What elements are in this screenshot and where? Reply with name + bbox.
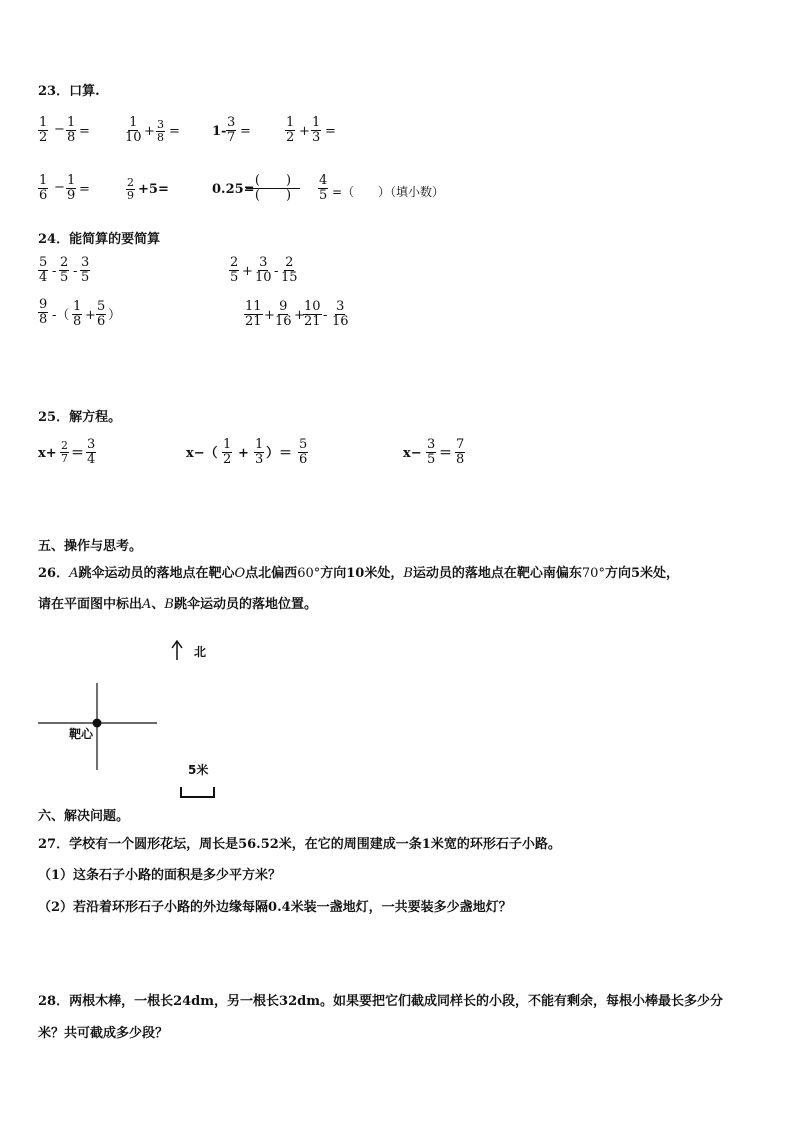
q25-e3-eq: ＝ bbox=[439, 446, 453, 461]
q25-e2-f3: $\frac{5}{6}$ bbox=[299, 437, 308, 467]
q24-e1-op1: - bbox=[52, 264, 57, 279]
q23-r2-e1-op: − bbox=[54, 180, 65, 195]
q25-e2-post: ）＝ bbox=[266, 446, 293, 461]
q25-e1-f1: $\frac{2}{7}$ bbox=[61, 439, 68, 465]
q24-e3-op3: ） bbox=[108, 308, 122, 323]
q25-e2-pre: x−（ bbox=[186, 446, 218, 461]
section-6-heading: 六、解决问题。 bbox=[38, 809, 130, 824]
q24-e4-f3: $\frac{10}{21}$ bbox=[304, 299, 321, 329]
q25-e3-f1: $\frac{3}{5}$ bbox=[427, 437, 436, 467]
q25-e3-pre: x− bbox=[403, 446, 422, 461]
q23-r1-e2-op: + bbox=[144, 124, 155, 139]
q25-e2-f1: $\frac{1}{2}$ bbox=[223, 437, 232, 467]
q23-r2-e4-eq: =（ ）（填小数） bbox=[332, 185, 445, 199]
q27-part2: （2）若沿着环形石子小路的外边缘每隔0.4米装一盏地灯，一共要装多少盏地灯？ bbox=[38, 900, 512, 915]
q28-line1: 28．两根木棒，一根长24dm，另一根长32dm。如果要把它们截成同样长的小段，不能有剩余，每根小棒最长多少分 bbox=[38, 994, 723, 1009]
q23-r2-e1-f1: $\frac{1}{6}$ bbox=[39, 173, 48, 203]
north-label: 北 bbox=[194, 645, 207, 659]
q23-r1-e2-f1: $\frac{1}{10}$ bbox=[125, 115, 142, 145]
q24-e4-f1: $\frac{11}{21}$ bbox=[245, 299, 262, 329]
q23-r1-e1-op: − bbox=[54, 122, 65, 137]
q23-r2-e2-f1: $\frac{2}{9}$ bbox=[127, 176, 134, 202]
q25-e1-eq: ＝ bbox=[71, 446, 85, 461]
q24-e2-f1: $\frac{2}{5}$ bbox=[230, 255, 239, 285]
q25-e2-op: + bbox=[238, 446, 249, 461]
q26-line1: 26．A跳伞运动员的落地点在靶心O点北偏西60°方向10米处，B运动员的落地点在靶心南偏东70°方向5米处， bbox=[38, 566, 679, 581]
q25-e3-f2: $\frac{7}{8}$ bbox=[456, 437, 465, 467]
q27-part1: （1）这条石子小路的面积是多少平方米？ bbox=[38, 868, 282, 883]
q24-e3-f1: $\frac{9}{8}$ bbox=[39, 297, 48, 327]
q24-e3-op1: -（ bbox=[52, 308, 70, 323]
q25-e1-pre: x+ bbox=[38, 446, 57, 461]
q23-r1-e3-eq: = bbox=[240, 124, 251, 139]
q24-e2-f2: $\frac{3}{10}$ bbox=[255, 255, 272, 285]
q23-r1-e1-f1: $\frac{1}{2}$ bbox=[39, 115, 48, 145]
scale-bar bbox=[181, 787, 214, 797]
q23-r1-e4-op: + bbox=[299, 124, 310, 139]
target-center-label: 靶心 bbox=[69, 727, 94, 741]
q27-line: 27．学校有一个圆形花坛，周长是56.52米，在它的周围建成一条1米宽的环形石子小路。 bbox=[38, 837, 561, 852]
q23-r2-e3-pre: 0.25= bbox=[212, 182, 255, 197]
q24-e4-op2: + bbox=[294, 308, 305, 323]
q24-e3-op2: + bbox=[85, 308, 96, 323]
q23-r1-e4-f1: $\frac{1}{2}$ bbox=[286, 115, 295, 145]
section-5-heading: 五、操作与思考。 bbox=[38, 539, 143, 554]
q23-r2-e2-op: +5= bbox=[138, 182, 169, 197]
q26-line2: 请在平面图中标出A、B跳伞运动员的落地位置。 bbox=[38, 597, 317, 612]
q23-r1-e3-pre: 1- bbox=[212, 124, 227, 139]
scale-label: 5米 bbox=[188, 763, 209, 777]
q23-r1-e1-f2: $\frac{1}{8}$ bbox=[67, 115, 76, 145]
q23-r1-e3-f: $\frac{3}{7}$ bbox=[227, 115, 236, 145]
q26-diagram bbox=[0, 630, 260, 805]
q24-e1-f1: $\frac{5}{4}$ bbox=[39, 255, 48, 285]
q24-e4-f2: $\frac{9}{16}$ bbox=[275, 299, 292, 329]
q23-r1-e1-eq: = bbox=[79, 124, 90, 139]
q23-r2-e4-f: $\frac{4}{5}$ bbox=[319, 173, 328, 203]
q24-title: 24．能简算的要简算 bbox=[38, 232, 161, 247]
q24-e3-f2: $\frac{1}{8}$ bbox=[73, 299, 82, 329]
q24-e1-f2: $\frac{2}{5}$ bbox=[60, 255, 69, 285]
q24-e3-f3: $\frac{5}{6}$ bbox=[97, 299, 106, 329]
q24-e1-op2: - bbox=[73, 264, 78, 279]
q25-e2-f2: $\frac{1}{3}$ bbox=[255, 437, 264, 467]
q24-e2-f3: $\frac{2}{15}$ bbox=[281, 255, 298, 285]
q23-r2-e1-eq: = bbox=[79, 182, 90, 197]
q25-e1-f2: $\frac{3}{4}$ bbox=[87, 437, 96, 467]
target-center-dot bbox=[93, 719, 102, 728]
q24-e4-op3: - bbox=[323, 308, 328, 323]
q28-line2: 米？共可截成多少段？ bbox=[38, 1026, 169, 1041]
q24-e4-op1: + bbox=[264, 308, 275, 323]
q23-r1-e2-f2: $\frac{3}{8}$ bbox=[157, 118, 164, 144]
q24-e2-op2: - bbox=[274, 264, 279, 279]
q23-r2-e3-f: ( ) ( ) bbox=[246, 174, 300, 203]
q23-r1-e4-f2: $\frac{1}{3}$ bbox=[312, 115, 321, 145]
q24-e2-op1: + bbox=[242, 264, 253, 279]
q24-e1-f3: $\frac{3}{5}$ bbox=[81, 255, 90, 285]
q23-r1-e4-eq: = bbox=[325, 124, 336, 139]
q23-title: 23．口算. bbox=[38, 84, 100, 99]
q24-e4-f4: $\frac{3}{16}$ bbox=[332, 299, 349, 329]
q23-r2-e1-f2: $\frac{1}{9}$ bbox=[67, 173, 76, 203]
q25-title: 25．解方程。 bbox=[38, 410, 122, 425]
q23-r1-e2-eq: = bbox=[169, 124, 180, 139]
